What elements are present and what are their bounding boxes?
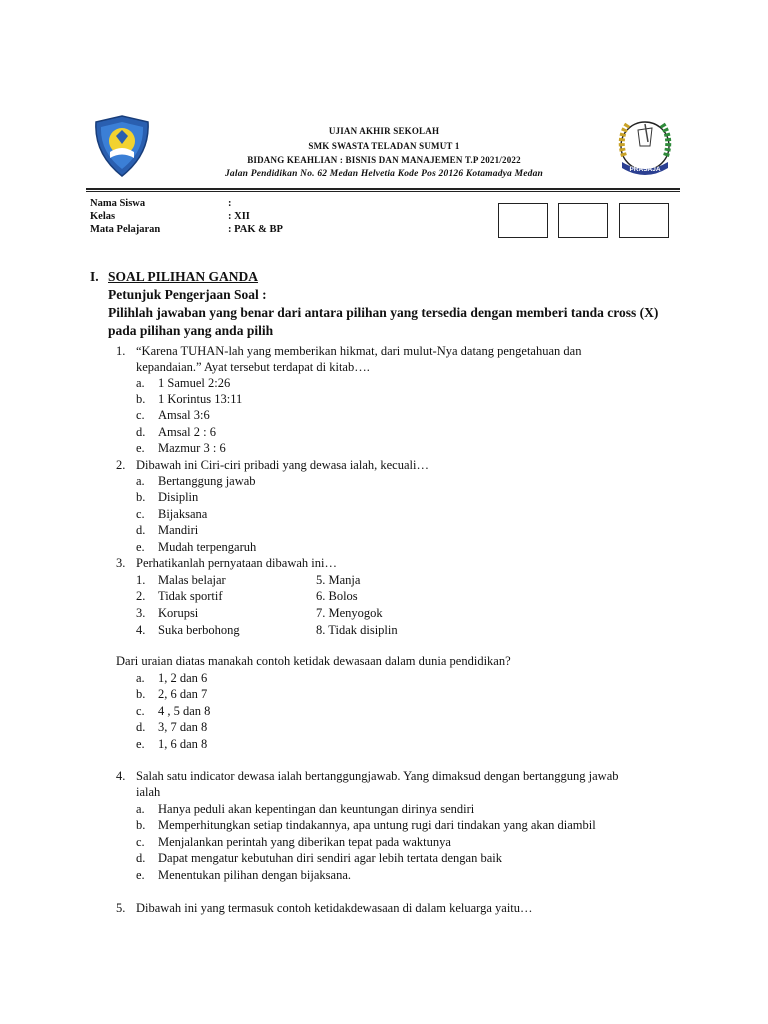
option-text: Mudah terpengaruh — [158, 540, 257, 554]
option-text: Amsal 3:6 — [158, 408, 210, 422]
question-number: 2. — [116, 458, 126, 472]
option-letter[interactable]: d. — [136, 851, 146, 865]
option-text: 1, 2 dan 6 — [158, 671, 208, 685]
option-text: 1, 6 dan 8 — [158, 737, 208, 751]
instruction-title: Petunjuk Pengerjaan Soal : — [108, 287, 267, 302]
option-letter[interactable]: b. — [136, 392, 146, 406]
option-text: Amsal 2 : 6 — [158, 425, 216, 439]
option-letter[interactable]: e. — [136, 540, 145, 554]
option-letter[interactable]: a. — [136, 671, 145, 685]
statement-item: 7. Menyogok — [316, 606, 383, 620]
info-value-kelas: : XII — [228, 211, 250, 222]
option-text: Bertanggung jawab — [158, 474, 256, 488]
section-title: SOAL PILIHAN GANDA — [108, 269, 259, 284]
question-text: ialah — [136, 785, 161, 799]
option-letter[interactable]: d. — [136, 523, 146, 537]
option-letter[interactable]: c. — [136, 408, 145, 422]
statement-number: 4. — [136, 623, 146, 637]
option-text: Menentukan pilihan dengan bijaksana. — [158, 868, 351, 882]
option-text: Dapat mengatur kebutuhan diri sendiri agar lebih tertata dengan baik — [158, 851, 502, 865]
option-letter[interactable]: e. — [136, 868, 145, 882]
section-number: I. — [90, 269, 99, 284]
option-letter[interactable]: a. — [136, 802, 145, 816]
exam-title: UJIAN AKHIR SEKOLAH — [328, 126, 440, 136]
department-line: BIDANG KEAHLIAN : BISNIS DAN MANAJEMEN T.P 2021/2022 — [247, 155, 521, 165]
question-text: Dibawah ini yang termasuk contoh ketidakdewasaan di dalam keluarga yaitu… — [136, 901, 533, 915]
question-text: “Karena TUHAN-lah yang memberikan hikmat, dari mulut-Nya datang pengetahuan dan — [136, 344, 582, 358]
statement-item: 5. Manja — [316, 573, 361, 587]
option-letter[interactable]: c. — [136, 704, 145, 718]
question-text: Salah satu indicator dewasa ialah bertanggungjawab. Yang dimaksud dengan bertanggung jawab — [136, 769, 619, 783]
option-text: Disiplin — [158, 490, 199, 504]
option-letter[interactable]: e. — [136, 737, 145, 751]
option-text: 3, 7 dan 8 — [158, 720, 208, 734]
option-text: 4 , 5 dan 8 — [158, 704, 211, 718]
question-text: Dari uraian diatas manakah contoh ketidak dewasaan dalam dunia pendidikan? — [116, 654, 511, 668]
instruction-text-2: pada pilihan yang anda pilih — [108, 323, 274, 338]
option-text: 2, 6 dan 7 — [158, 687, 208, 701]
statement-text: Suka berbohong — [158, 623, 240, 637]
question-number: 3. — [116, 556, 126, 570]
statement-number: 1. — [136, 573, 146, 587]
option-text: Mandiri — [158, 523, 199, 537]
info-value-mapel: : PAK & BP — [228, 224, 283, 235]
question-number: 5. — [116, 901, 126, 915]
option-text: Mazmur 3 : 6 — [158, 441, 226, 455]
svg-text:PRASAJA: PRASAJA — [629, 166, 661, 173]
option-text: Bijaksana — [158, 507, 208, 521]
info-value-nama: : — [228, 198, 232, 209]
option-letter[interactable]: c. — [136, 507, 145, 521]
option-letter[interactable]: d. — [136, 720, 146, 734]
question-number: 1. — [116, 344, 126, 358]
instruction-text: Pilihlah jawaban yang benar dari antara pilihan yang tersedia dengan memberi tanda cross (X) — [108, 305, 659, 320]
info-label-nama: Nama Siswa — [90, 198, 146, 209]
option-letter[interactable]: c. — [136, 835, 145, 849]
option-letter[interactable]: a. — [136, 474, 145, 488]
option-text: Menjalankan perintah yang diberikan tepat pada waktunya — [158, 835, 451, 849]
option-letter[interactable]: a. — [136, 376, 145, 390]
option-letter[interactable]: d. — [136, 425, 146, 439]
option-letter[interactable]: b. — [136, 818, 146, 832]
score-box-3 — [619, 203, 669, 238]
option-letter[interactable]: e. — [136, 441, 145, 455]
statement-text: Malas belajar — [158, 573, 226, 587]
statement-item: 6. Bolos — [316, 589, 358, 603]
question-text: Perhatikanlah pernyataan dibawah ini… — [136, 556, 337, 570]
question-number: 4. — [116, 769, 126, 783]
statement-number: 2. — [136, 589, 146, 603]
info-label-mapel: Mata Pelajaran — [90, 224, 161, 235]
option-text: 1 Samuel 2:26 — [158, 376, 231, 390]
option-letter[interactable]: b. — [136, 687, 146, 701]
score-box-1 — [498, 203, 548, 238]
statement-item: 8. Tidak disiplin — [316, 623, 398, 637]
option-text: 1 Korintus 13:11 — [158, 392, 243, 406]
header-rule-thick — [86, 188, 680, 190]
option-text: Hanya peduli akan kepentingan dan keuntungan dirinya sendiri — [158, 802, 475, 816]
school-address: Jalan Pendidikan No. 62 Medan Helvetia Kode Pos 20126 Kotamadya Medan — [224, 169, 544, 179]
info-label-kelas: Kelas — [90, 211, 116, 222]
option-text: Memperhitungkan setiap tindakannya, apa untung rugi dari tindakan yang akan diambil — [158, 818, 596, 832]
header-rule-thin — [86, 191, 680, 192]
question-text: Dibawah ini Ciri-ciri pribadi yang dewasa ialah, kecuali… — [136, 458, 429, 472]
statement-text: Korupsi — [158, 606, 199, 620]
statement-number: 3. — [136, 606, 146, 620]
score-box-2 — [558, 203, 608, 238]
question-text: kepandaian.” Ayat tersebut terdapat di kitab…. — [136, 360, 370, 374]
statement-text: Tidak sportif — [158, 589, 223, 603]
school-name: SMK SWASTA TELADAN SUMUT 1 — [308, 141, 460, 151]
option-letter[interactable]: b. — [136, 490, 146, 504]
